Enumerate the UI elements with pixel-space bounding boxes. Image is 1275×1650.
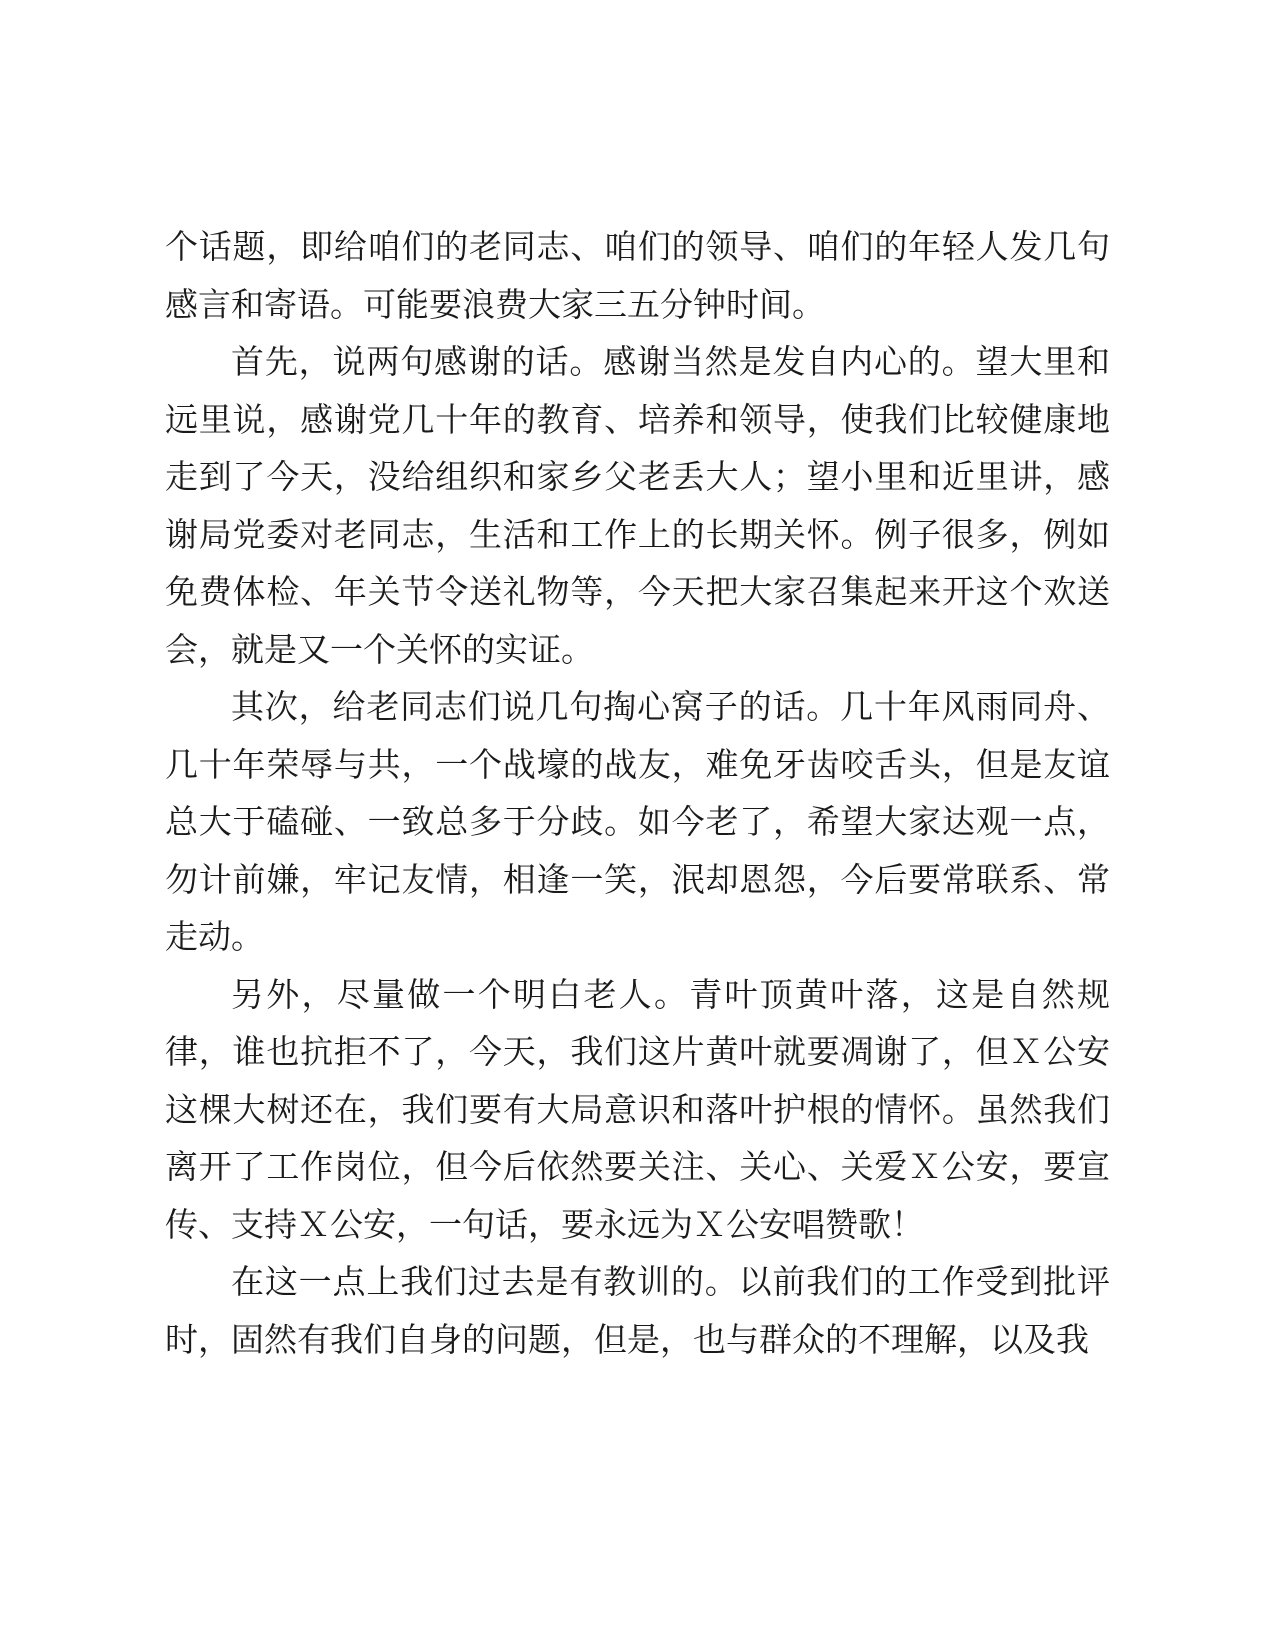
paragraph-heartfelt-words: 其次，给老同志们说几句掏心窝子的话。几十年风雨同舟、几十年荣辱与共，一个战壕的战友，难免牙齿咬舌头，但是友谊总大于磕碰、一致总多于分歧。如今老了，希望大家达观一点，勿计前嫌，牢记友情，相逢一笑，泯却恩怨，今后要常联系、常走动。 <box>165 687 1110 956</box>
paragraph-lessons: 在这一点上我们过去是有教训的。以前我们的工作受到批评时，固然有我们自身的问题，但是，也与群众的不理解，以及我 <box>165 1262 1110 1359</box>
document-body <box>165 218 1110 1368</box>
paragraph-continued-opening: 个话题，即给咱们的老同志、咱们的领导、咱们的年轻人发几句感言和寄语。可能要浪费大家三五分钟时间。 <box>165 227 1110 324</box>
paragraph-wise-elder: 另外，尽量做一个明白老人。青叶顶黄叶落，这是自然规律，谁也抗拒不了，今天，我们这片黄叶就要凋谢了，但Ｘ公安这棵大树还在，我们要有大局意识和落叶护根的情怀。虽然我们离开了工作岗位，但今后依然要关注、关心、关爱Ｘ公安，要宣传、支持Ｘ公安，一句话，要永远为Ｘ公安唱赞歌！ <box>165 974 1110 1244</box>
paragraph-thanks: 首先，说两句感谢的话。感谢当然是发自内心的。望大里和远里说，感谢党几十年的教育、培养和领导，使我们比较健康地走到了今天，没给组织和家乡父老丢大人；望小里和近里讲，感谢局党委对老同志，生活和工作上的长期关怀。例子很多，例如免费体检、年关节令送礼物等，今天把大家召集起来开这个欢送会，就是又一个关怀的实证。 <box>165 342 1110 669</box>
